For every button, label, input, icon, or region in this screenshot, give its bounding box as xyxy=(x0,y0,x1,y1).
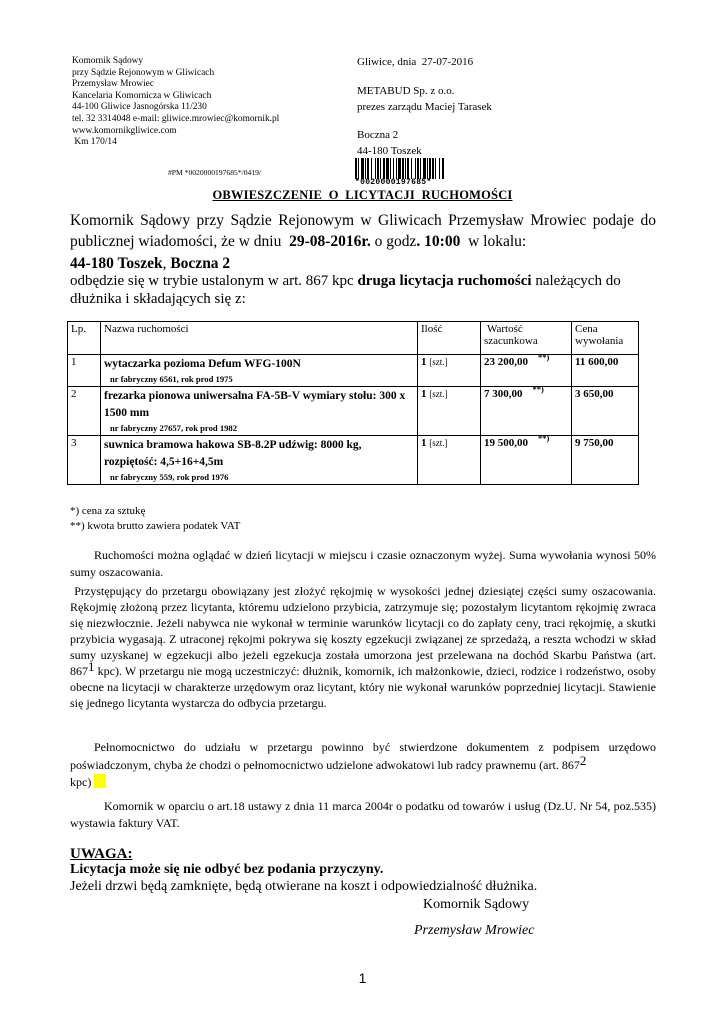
location-street: Boczna 2 xyxy=(170,255,231,272)
item-name: suwnica bramowa hakowa SB-8.2P udźwig: 8000 kg, rozpiętość: 4,5+16+4,5m xyxy=(104,439,362,468)
row-price xyxy=(572,387,639,436)
footnote-vat: **) kwota brutto zawiera podatek VAT xyxy=(70,520,241,532)
barcode-bars xyxy=(355,158,463,179)
item-name: frezarka pionowa uniwersalna FA-5B-V wymiary stołu: 300 x 1500 mm xyxy=(104,390,406,419)
poa-text: kpc) xyxy=(70,775,92,789)
qty-unit: [szt.] xyxy=(429,357,448,367)
sender-line: Kancelaria Komornicza w Gliwicach xyxy=(72,90,212,101)
notice-line-1: Licytacja może się nie odbyć bez podania przyczyny. xyxy=(70,862,384,877)
sender-line: Przemysław Mrowiec xyxy=(72,79,155,90)
recipient-name: METABUD Sp. z o.o. xyxy=(357,85,455,97)
paragraph-power-of-attorney xyxy=(70,739,656,791)
header-value xyxy=(481,322,572,355)
recipient-address xyxy=(357,127,422,159)
recipient-street: Boczna 2 xyxy=(357,129,399,141)
item-name: wytaczarka pozioma Defum WFG-100N xyxy=(104,358,301,370)
header-value-line: szacunkowa xyxy=(484,335,538,347)
header-price-line: Cena xyxy=(575,323,598,335)
row-lp: 1 xyxy=(68,355,101,387)
item-serial: nr fabryczny 559, rok prod 1976 xyxy=(110,472,229,482)
bid-text: kpc). W przetargu nie mogą uczestniczyć: dłużnik, komornik, ich małżonkowie, dzieci, rodzice i rodzeństwo, osoby obecne na licytacji w charakterze urzędowym oraz licytant, który nie wykonał warunków poprzedniej licytacji. Stawienie się jednego licytanta wystarcza do odbycia przetargu. xyxy=(70,664,656,710)
place-date: Gliwice, dnia 27-07-2016 xyxy=(357,56,474,68)
qty-number: 1 xyxy=(421,437,427,449)
yellow-highlight-mark xyxy=(94,774,106,788)
case-number: Km 170/14 xyxy=(72,137,117,148)
footnotes xyxy=(70,504,240,534)
qty-unit: [szt.] xyxy=(429,389,448,399)
row-value xyxy=(481,433,572,485)
sender-line: 44-100 Gliwice Jasnogórska 11/230 xyxy=(72,102,207,113)
auction-mode-line xyxy=(70,273,621,290)
value-amount: 7 300,00 xyxy=(484,388,523,400)
table-header-row xyxy=(68,322,639,355)
sender-line: Komornik Sądowy xyxy=(72,56,144,66)
sender-line: przy Sądzie Rejonowym w Gliwicach xyxy=(72,67,215,78)
barcode xyxy=(355,158,463,188)
qty-unit: [szt.] xyxy=(429,438,448,448)
document-title: OBWIESZCZENIE O LICYTACJI RUCHOMOŚCI xyxy=(212,188,513,202)
price-amount: 3 650,00 xyxy=(575,388,614,400)
row-qty xyxy=(418,387,481,436)
notice-line-2: Jeżeli drzwi będą zamknięte, będą otwierane na koszt i odpowiedzialność dłużnika. xyxy=(70,879,538,894)
debtor-line: dłużnika i składających się z: xyxy=(70,291,246,307)
header-price xyxy=(572,322,639,355)
qty-number: 1 xyxy=(421,388,427,400)
lead-line-1: Komornik Sądowy przy Sądzie Rejonowym w Gliwicach Przemysław Mrowiec podaje do xyxy=(70,212,656,229)
barcode-reference: #PM *0020000197685*/0419/ xyxy=(168,168,262,177)
notice-heading: UWAGA: xyxy=(70,846,133,862)
value-footnote-mark: **) xyxy=(538,352,550,362)
row-name xyxy=(101,387,418,436)
price-amount: 9 750,00 xyxy=(575,437,614,449)
row-price xyxy=(572,436,639,485)
paragraph-vat-invoice: Komornik w oparciu o art.18 ustawy z dnia 11 marca 2004r o podatku od towarów i usług (Dz.U. Nr 54, poz.535) wystawia faktury VAT. xyxy=(70,799,656,830)
row-qty xyxy=(418,355,481,387)
value-footnote-mark: **) xyxy=(532,384,544,394)
bid-text: Przystępujący do przetargu obowiązany jest złożyć rękojmię w wysokości jednej dziesiątej części sumy oszacowania. Rękojmię złożoną przez licytanta, któremu udzielono przybicia, zatrzymuje się; pozostałym licytantom rękojmię zwraca się niezwłocznie. Jeżeli nabywca nie wykonał w terminie warunków licytacji co do zapłaty ceny, traci rękojmię, a skutki przybicia wygasają. Z utraconej rękojmi pokrywa się koszty egzekucji związanej ze sprzedażą, a reszta wchodzi w skład sumy uzyskanej w egzekucji albo jeżeli egzekucja została umorzona jest przelewana na dochód Skarbu Państwa (art. 867 xyxy=(70,584,659,678)
header-name: Nazwa ruchomości xyxy=(101,322,418,355)
header-lp: Lp. xyxy=(68,322,101,355)
auction-type: druga licytacja ruchomości xyxy=(357,273,532,289)
mode-text: należących do xyxy=(531,273,621,289)
header-value-line: Wartość xyxy=(487,323,523,335)
row-value xyxy=(481,352,572,387)
recipient-block xyxy=(357,83,492,115)
row-lp: 2 xyxy=(68,387,101,436)
page-number: 1 xyxy=(358,970,367,986)
poa-text: Pełnomocnictwo do udziału w przetargu powinno być stwierdzone dokumentem z podpisem urzędowo poświadczonym, chyba że chodzi o pełnomocnictwo udzielone adwokatowi lub radcy prawnemu (art. 867 xyxy=(70,740,656,772)
footnote-unit-price: *) cena za sztukę xyxy=(70,505,146,517)
header-qty: Ilość xyxy=(418,322,481,355)
signature-name: Przemysław Mrowiec xyxy=(414,923,535,938)
signature-title: Komornik Sądowy xyxy=(423,897,530,912)
barcode-number: *0020000197685* xyxy=(355,178,432,187)
row-name xyxy=(101,436,418,485)
auction-date: 29-08-2016r. xyxy=(289,233,371,250)
auction-location xyxy=(70,255,230,273)
lead-line-2 xyxy=(70,233,526,251)
recipient-representative: prezes zarządu Maciej Tarasek xyxy=(357,101,492,113)
value-footnote-mark: **) xyxy=(538,433,550,443)
qty-number: 1 xyxy=(421,356,427,368)
item-serial: nr fabryczny 27657, rok prod 1982 xyxy=(110,423,238,433)
items-table xyxy=(67,321,639,485)
row-name xyxy=(101,355,418,387)
lead-text: publicznej wiadomości, że w dniu xyxy=(70,233,290,250)
location-city: 44-180 Toszek xyxy=(70,255,163,272)
article-superscript: 1 xyxy=(88,659,95,674)
row-lp: 3 xyxy=(68,436,101,485)
sender-line: www.komornikgliwice.com xyxy=(72,125,177,136)
location-separator: , xyxy=(162,255,171,272)
sender-block xyxy=(72,56,279,149)
paragraph-bid xyxy=(70,583,659,711)
row-value xyxy=(481,384,572,436)
article-superscript: 2 xyxy=(579,753,587,768)
value-amount: 19 500,00 xyxy=(484,437,528,449)
item-serial: nr fabryczny 6561, rok prod 1975 xyxy=(110,374,233,384)
lead-text: w lokalu: xyxy=(460,233,527,250)
table-row xyxy=(68,387,639,436)
lead-text: o godz xyxy=(370,233,417,250)
paragraph-viewing: Ruchomości można oglądać w dzień licytacji w miejscu i czasie oznaczonym wyżej. Suma wywołania wynosi 50% sumy oszacowania. xyxy=(70,548,656,579)
sender-line: tel. 32 3314048 e-mail: gliwice.mrowiec@komornik.pl xyxy=(72,113,280,124)
mode-text: odbędzie się w trybie ustalonym w art. 867 kpc xyxy=(70,273,358,289)
auction-time: . 10:00 xyxy=(416,233,461,250)
row-price xyxy=(572,355,639,387)
header-price-line: wywołania xyxy=(575,335,624,347)
row-qty xyxy=(418,436,481,485)
table-row xyxy=(68,436,639,485)
recipient-city: 44-180 Toszek xyxy=(357,145,422,157)
price-amount: 11 600,00 xyxy=(575,356,619,368)
table-row xyxy=(68,355,639,387)
value-amount: 23 200,00 xyxy=(484,356,528,368)
